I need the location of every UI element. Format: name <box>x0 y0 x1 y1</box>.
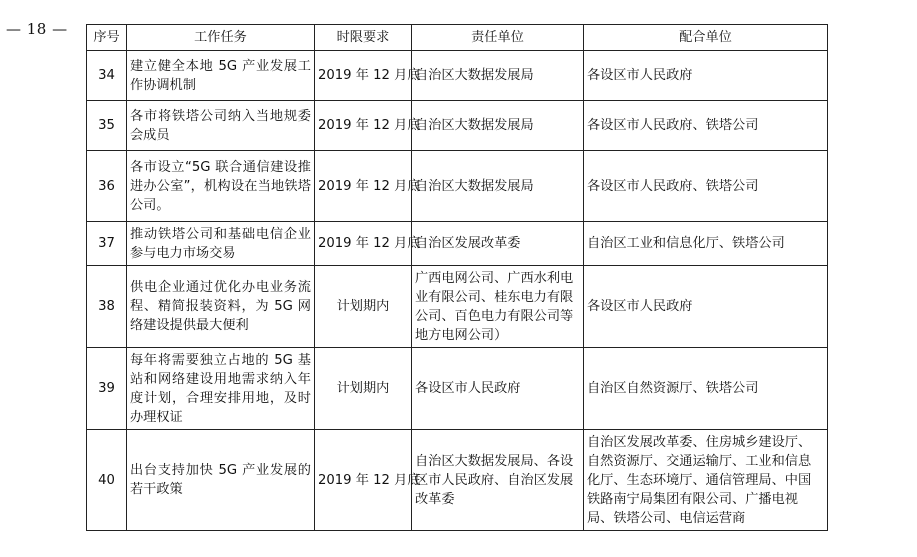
responsible-cell: 广西电网公司、广西水利电业有限公司、桂东电力有限公司、百色电力有限公司等地方电网公司） <box>412 266 584 348</box>
table-row <box>87 151 828 222</box>
row-number: 38 <box>87 266 127 348</box>
row-number: 40 <box>87 430 127 531</box>
task-cell: 各市将铁塔公司纳入当地规委会成员 <box>127 101 315 151</box>
task-cell: 出台支持加快 5G 产业发展的若干政策 <box>127 430 315 531</box>
task-cell: 供电企业通过优化办电业务流程、精简报装资料，为 5G 网络建设提供最大便利 <box>127 266 315 348</box>
row-number: 36 <box>87 151 127 222</box>
responsible-cell: 自治区大数据发展局 <box>412 151 584 222</box>
table-row <box>87 222 828 266</box>
cooperating-cell: 各设区市人民政府、铁塔公司 <box>584 151 828 222</box>
responsible-cell: 自治区大数据发展局 <box>412 101 584 151</box>
deadline-cell: 2019 年 12 月底 <box>315 151 412 222</box>
responsible-cell: 各设区市人民政府 <box>412 348 584 430</box>
responsible-cell: 自治区大数据发展局、各设区市人民政府、自治区发展改革委 <box>412 430 584 531</box>
cooperating-cell: 自治区工业和信息化厅、铁塔公司 <box>584 222 828 266</box>
page-number: — 18 — <box>6 20 68 38</box>
task-cell: 推动铁塔公司和基础电信企业参与电力市场交易 <box>127 222 315 266</box>
row-number: 35 <box>87 101 127 151</box>
deadline-cell: 2019 年 12 月底 <box>315 51 412 101</box>
cooperating-cell: 自治区自然资源厅、铁塔公司 <box>584 348 828 430</box>
header-deadline: 时限要求 <box>315 25 412 51</box>
table-row <box>87 348 828 430</box>
header-no: 序号 <box>87 25 127 51</box>
header-task: 工作任务 <box>127 25 315 51</box>
responsible-cell: 自治区大数据发展局 <box>412 51 584 101</box>
deadline-cell: 2019 年 12 月底 <box>315 222 412 266</box>
deadline-cell: 2019 年 12 月底 <box>315 430 412 531</box>
task-cell: 建立健全本地 5G 产业发展工作协调机制 <box>127 51 315 101</box>
table-header-row <box>87 25 828 51</box>
header-cooperating: 配合单位 <box>584 25 828 51</box>
task-table <box>86 24 828 531</box>
cooperating-cell: 各设区市人民政府 <box>584 51 828 101</box>
table-row <box>87 51 828 101</box>
task-cell: 每年将需要独立占地的 5G 基站和网络建设用地需求纳入年度计划，合理安排用地，及时办理权证 <box>127 348 315 430</box>
header-responsible: 责任单位 <box>412 25 584 51</box>
table-row <box>87 266 828 348</box>
deadline-cell: 2019 年 12 月底 <box>315 101 412 151</box>
cooperating-cell: 自治区发展改革委、住房城乡建设厅、自然资源厅、交通运输厅、工业和信息化厅、生态环境厅、通信管理局、中国铁路南宁局集团有限公司、广播电视局、铁塔公司、电信运营商 <box>584 430 828 531</box>
responsible-cell: 自治区发展改革委 <box>412 222 584 266</box>
table-row <box>87 101 828 151</box>
deadline-cell: 计划期内 <box>315 266 412 348</box>
cooperating-cell: 各设区市人民政府 <box>584 266 828 348</box>
row-number: 39 <box>87 348 127 430</box>
deadline-cell: 计划期内 <box>315 348 412 430</box>
table-row <box>87 430 828 531</box>
row-number: 34 <box>87 51 127 101</box>
row-number: 37 <box>87 222 127 266</box>
cooperating-cell: 各设区市人民政府、铁塔公司 <box>584 101 828 151</box>
task-cell: 各市设立“5G 联合通信建设推进办公室”，机构设在当地铁塔公司。 <box>127 151 315 222</box>
